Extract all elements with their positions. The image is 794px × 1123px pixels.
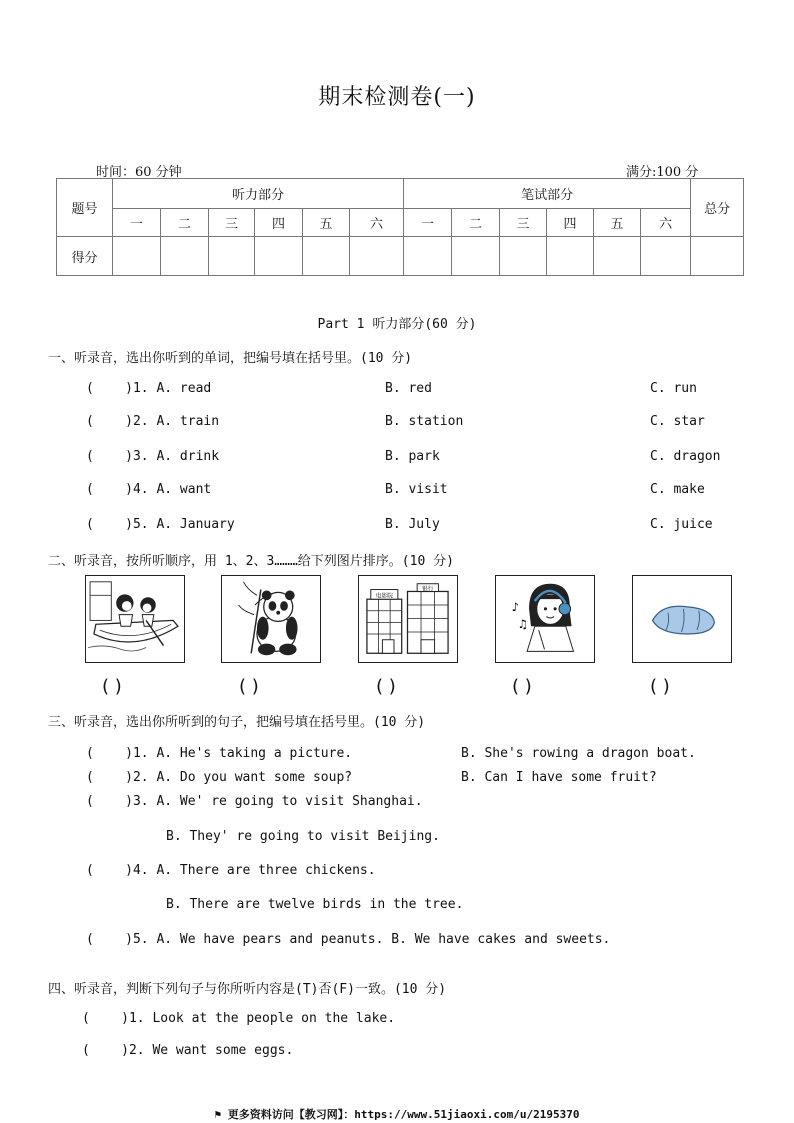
s1-q3-a: ( )3. A. drink	[86, 449, 220, 464]
s3-q1-b: B. She's rowing a dragon boat.	[461, 746, 696, 761]
s1-q1-a: ( )1. A. read	[86, 381, 212, 396]
s3-q3-b: B. They' re going to visit Beijing.	[166, 829, 440, 844]
score-table-number: 五	[303, 209, 350, 237]
section2-heading: 二、听录音，按所听顺序，用 1、2、3………给下列图片排序。(10 分)	[48, 554, 454, 569]
score-table-number: 一	[113, 209, 161, 237]
score-cell[interactable]	[209, 237, 255, 276]
score-cell[interactable]	[641, 237, 691, 276]
girl-headphones-picture	[495, 575, 595, 663]
s1-q2-b: B. station	[385, 414, 464, 429]
time-label: 时间：60 分钟	[96, 165, 182, 180]
score-table-number: 二	[161, 209, 209, 237]
score-table-number: 四	[547, 209, 594, 237]
s3-q1-a: ( )1. A. He's taking a picture.	[86, 746, 353, 761]
answer-paren-2[interactable]: ( )	[239, 676, 259, 697]
s3-q2-a: ( )2. A. Do you want some soup?	[86, 770, 353, 785]
music-note-icon: ♫	[517, 617, 528, 632]
score-table-number: 六	[641, 209, 691, 237]
answer-paren-4[interactable]: ( )	[512, 676, 532, 697]
score-table-number: 二	[452, 209, 500, 237]
s1-q4-c: C. make	[650, 482, 705, 497]
bread-picture	[632, 575, 732, 663]
score-table-score-label: 得分	[57, 237, 113, 276]
flag-icon: ⚑	[214, 1108, 222, 1121]
buildings-icon	[359, 576, 456, 661]
cinema-sign: 电影院	[375, 593, 393, 600]
score-cell[interactable]	[303, 237, 350, 276]
score-cell[interactable]	[691, 237, 744, 276]
s1-q2-a: ( )2. A. train	[86, 414, 220, 429]
s1-q4-a: ( )4. A. want	[86, 482, 212, 497]
score-table-number: 三	[500, 209, 547, 237]
s1-q2-c: C. star	[650, 414, 705, 429]
section3-heading: 三、听录音，选出你所听到的句子，把编号填在括号里。(10 分)	[48, 715, 426, 730]
score-cell[interactable]	[255, 237, 303, 276]
rowing-boat-picture	[85, 575, 185, 663]
score-cell[interactable]	[594, 237, 641, 276]
s4-q1: ( )1. Look at the people on the lake.	[82, 1011, 396, 1026]
footer[interactable]	[0, 1106, 794, 1122]
s3-q3-a: ( )3. A. We' re going to visit Shanghai.	[86, 794, 423, 809]
bread-icon	[633, 576, 730, 661]
page-title: 期末检测卷(一)	[318, 85, 476, 110]
score-table-number: 五	[594, 209, 641, 237]
s1-q1-b: B. red	[385, 381, 432, 396]
panda-icon	[222, 576, 319, 661]
score-table-number: 六	[350, 209, 404, 237]
answer-paren-5[interactable]: ( )	[650, 676, 670, 697]
score-cell[interactable]	[350, 237, 404, 276]
score-table-listening: 听力部分	[113, 179, 404, 209]
score-cell[interactable]	[547, 237, 594, 276]
s3-q4-b: B. There are twelve birds in the tree.	[166, 897, 464, 912]
score-table-number: 一	[404, 209, 452, 237]
bank-sign: 银行	[422, 586, 434, 593]
score-cell[interactable]	[113, 237, 161, 276]
answer-paren-3[interactable]: ( )	[376, 676, 396, 697]
score-table-number: 三	[209, 209, 255, 237]
full-score-label: 满分:100 分	[626, 165, 699, 180]
s1-q1-c: C. run	[650, 381, 697, 396]
s3-q5: ( )5. A. We have pears and peanuts. B. We have cakes and sweets.	[86, 932, 611, 947]
score-table-row-header: 题号	[57, 179, 113, 237]
score-table	[56, 178, 744, 276]
s1-q3-c: C. dragon	[650, 449, 721, 464]
s3-q2-b: B. Can I have some fruit?	[461, 770, 657, 785]
section1-heading: 一、听录音，选出你听到的单词，把编号填在括号里。(10 分)	[48, 351, 413, 366]
s1-q5-c: C. juice	[650, 517, 713, 532]
girl-headphones-icon	[496, 576, 593, 661]
part1-heading: Part 1 听力部分(60 分)	[317, 317, 477, 332]
score-table-number: 四	[255, 209, 303, 237]
footer-link[interactable]: 更多资料访问【教习网】：https://www.51jiaoxi.com/u/2195370	[227, 1108, 580, 1121]
s1-q3-b: B. park	[385, 449, 440, 464]
answer-paren-1[interactable]: ( )	[102, 676, 122, 697]
s3-q4-a: ( )4. A. There are three chickens.	[86, 863, 376, 878]
score-table-written: 笔试部分	[404, 179, 691, 209]
score-cell[interactable]	[500, 237, 547, 276]
score-cell[interactable]	[452, 237, 500, 276]
panda-bamboo-picture	[221, 575, 321, 663]
s4-q2: ( )2. We want some eggs.	[82, 1043, 294, 1058]
s1-q4-b: B. visit	[385, 482, 448, 497]
section4-heading: 四、听录音，判断下列句子与你所听内容是(T)否(F)一致。(10 分)	[48, 982, 447, 997]
s1-q5-a: ( )5. A. January	[86, 517, 235, 532]
s1-q5-b: B. July	[385, 517, 440, 532]
rowing-boat-icon	[86, 576, 183, 661]
music-note-icon: ♪	[511, 599, 520, 614]
buildings-picture	[358, 575, 458, 663]
score-cell[interactable]	[161, 237, 209, 276]
score-table-total: 总分	[691, 179, 744, 237]
score-cell[interactable]	[404, 237, 452, 276]
